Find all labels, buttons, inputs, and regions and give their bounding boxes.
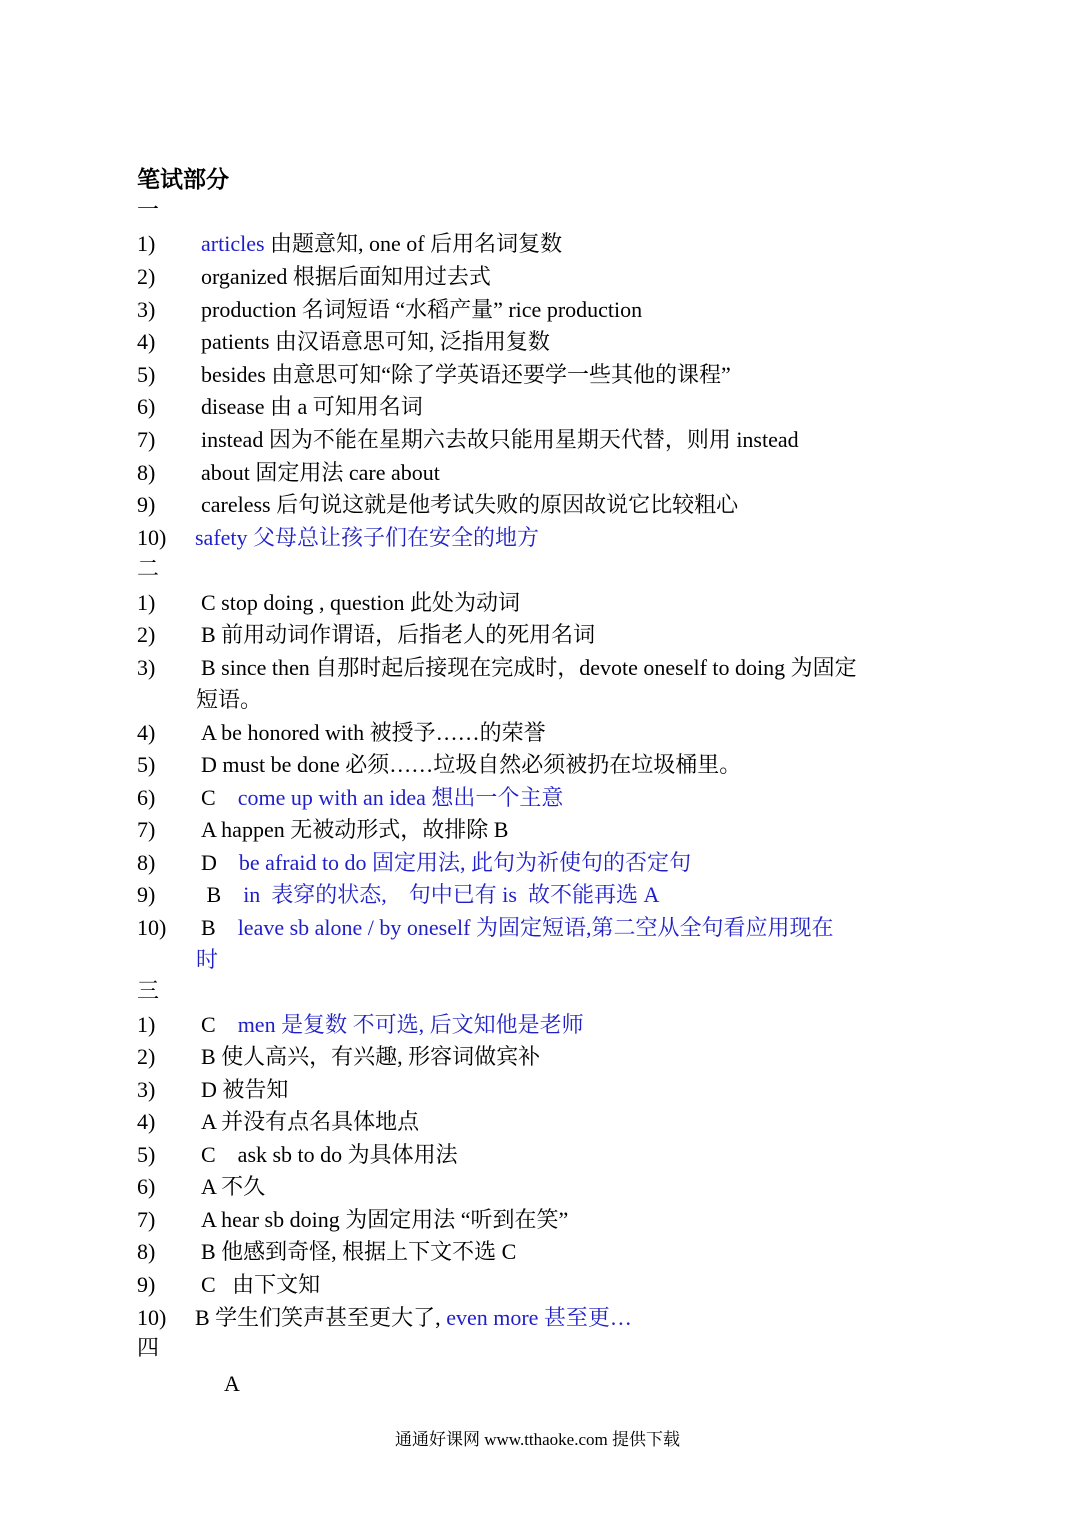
answer-number: 7) [137,817,156,842]
answer-text: A happen 无被动形式，故排除 B [201,817,509,842]
answer-continuation: 短语。 [196,687,263,712]
answer-text: B 学生们笑声甚至更大了, even more 甚至更… [195,1305,632,1330]
answer-text: A be honored with 被授予……的荣誉 [201,720,546,745]
answer-number: 7) [137,1207,156,1232]
answer-text: A hear sb doing 为固定用法 “听到在笑” [201,1207,569,1232]
answer-text: D 被告知 [201,1077,289,1102]
answer-text: B since then 自那时起后接现在完成时，devote oneself to doing 为固定 [201,655,857,680]
answer-number: 10) [137,525,167,550]
answer-text: A 并没有点名具体地点 [201,1109,420,1134]
answer-text: A 不久 [201,1174,266,1199]
answer-number: 9) [137,882,156,907]
page-title: 笔试部分 [137,167,229,193]
section-label-1: 一 [137,198,160,223]
answer-text: C ask sb to do 为具体用法 [201,1142,458,1167]
answer-text: about 固定用法 care about [201,460,440,485]
answer-text: B in 表穿的状态, 句中已有 is 故不能再选 A [201,882,660,907]
answer-text: articles 由题意知, one of 后用名词复数 [201,231,563,256]
section-label-3: 三 [137,979,160,1004]
answer-text: D must be done 必须……垃圾自然必须被扔在垃圾桶里。 [201,752,742,777]
answer-number: 8) [137,850,156,875]
answer-number: 2) [137,1044,156,1069]
answer-text: C stop doing , question 此处为动词 [201,590,521,615]
answer-text: D be afraid to do 固定用法, 此句为祈使句的否定句 [201,850,692,875]
answer-text: C men 是复数 不可选, 后文知他是老师 [201,1012,584,1037]
answer-number: 1) [137,231,156,256]
answer-continuation: 时 [196,947,219,972]
subsection-label: A [224,1371,240,1396]
answer-number: 5) [137,362,156,387]
answer-number: 7) [137,427,156,452]
answer-text: instead 因为不能在星期六去故只能用星期天代替，则用 instead [201,427,799,452]
answer-number: 8) [137,1239,156,1264]
answer-number: 5) [137,1142,156,1167]
answer-text: besides 由意思可知“除了学英语还要学一些其他的课程” [201,362,731,387]
answer-number: 4) [137,329,156,354]
answer-number: 8) [137,460,156,485]
answer-text: safety 父母总让孩子们在安全的地方 [195,525,540,550]
answer-number: 9) [137,1272,156,1297]
answer-text: C 由下文知 [201,1272,321,1297]
answer-text: C come up with an idea 想出一个主意 [201,785,564,810]
answer-number: 2) [137,264,156,289]
footer-download-notice: 通通好课网 www.tthaoke.com 提供下载 [394,1430,681,1449]
answer-text: disease 由 a 可知用名词 [201,394,423,419]
answer-number: 1) [137,590,156,615]
answer-number: 6) [137,785,156,810]
answer-text: production 名词短语 “水稻产量” rice production [201,297,643,322]
answer-number: 10) [137,915,167,940]
answer-text: B 使人高兴，有兴趣, 形容词做宾补 [201,1044,541,1069]
answer-text: patients 由汉语意思可知, 泛指用复数 [201,329,550,354]
answer-number: 6) [137,1174,156,1199]
answer-number: 4) [137,1109,156,1134]
answer-number: 2) [137,622,156,647]
answer-number: 3) [137,655,156,680]
answer-number: 3) [137,1077,156,1102]
section-label-2: 二 [137,557,160,582]
answer-text: organized 根据后面知用过去式 [201,264,491,289]
answer-number: 6) [137,394,156,419]
answer-number: 1) [137,1012,156,1037]
answer-text: careless 后句说这就是他考试失败的原因故说它比较粗心 [201,492,739,517]
answer-number: 3) [137,297,156,322]
answer-number: 5) [137,752,156,777]
section-label-4: 四 [137,1336,160,1361]
answer-number: 10) [137,1305,167,1330]
answer-text: B 前用动词作谓语，后指老人的死用名词 [201,622,596,647]
answer-text: B leave sb alone / by oneself 为固定短语,第二空从全句看应用现在 [201,915,834,940]
answer-number: 9) [137,492,156,517]
answer-number: 4) [137,720,156,745]
answer-text: B 他感到奇怪, 根据上下文不选 C [201,1239,517,1264]
